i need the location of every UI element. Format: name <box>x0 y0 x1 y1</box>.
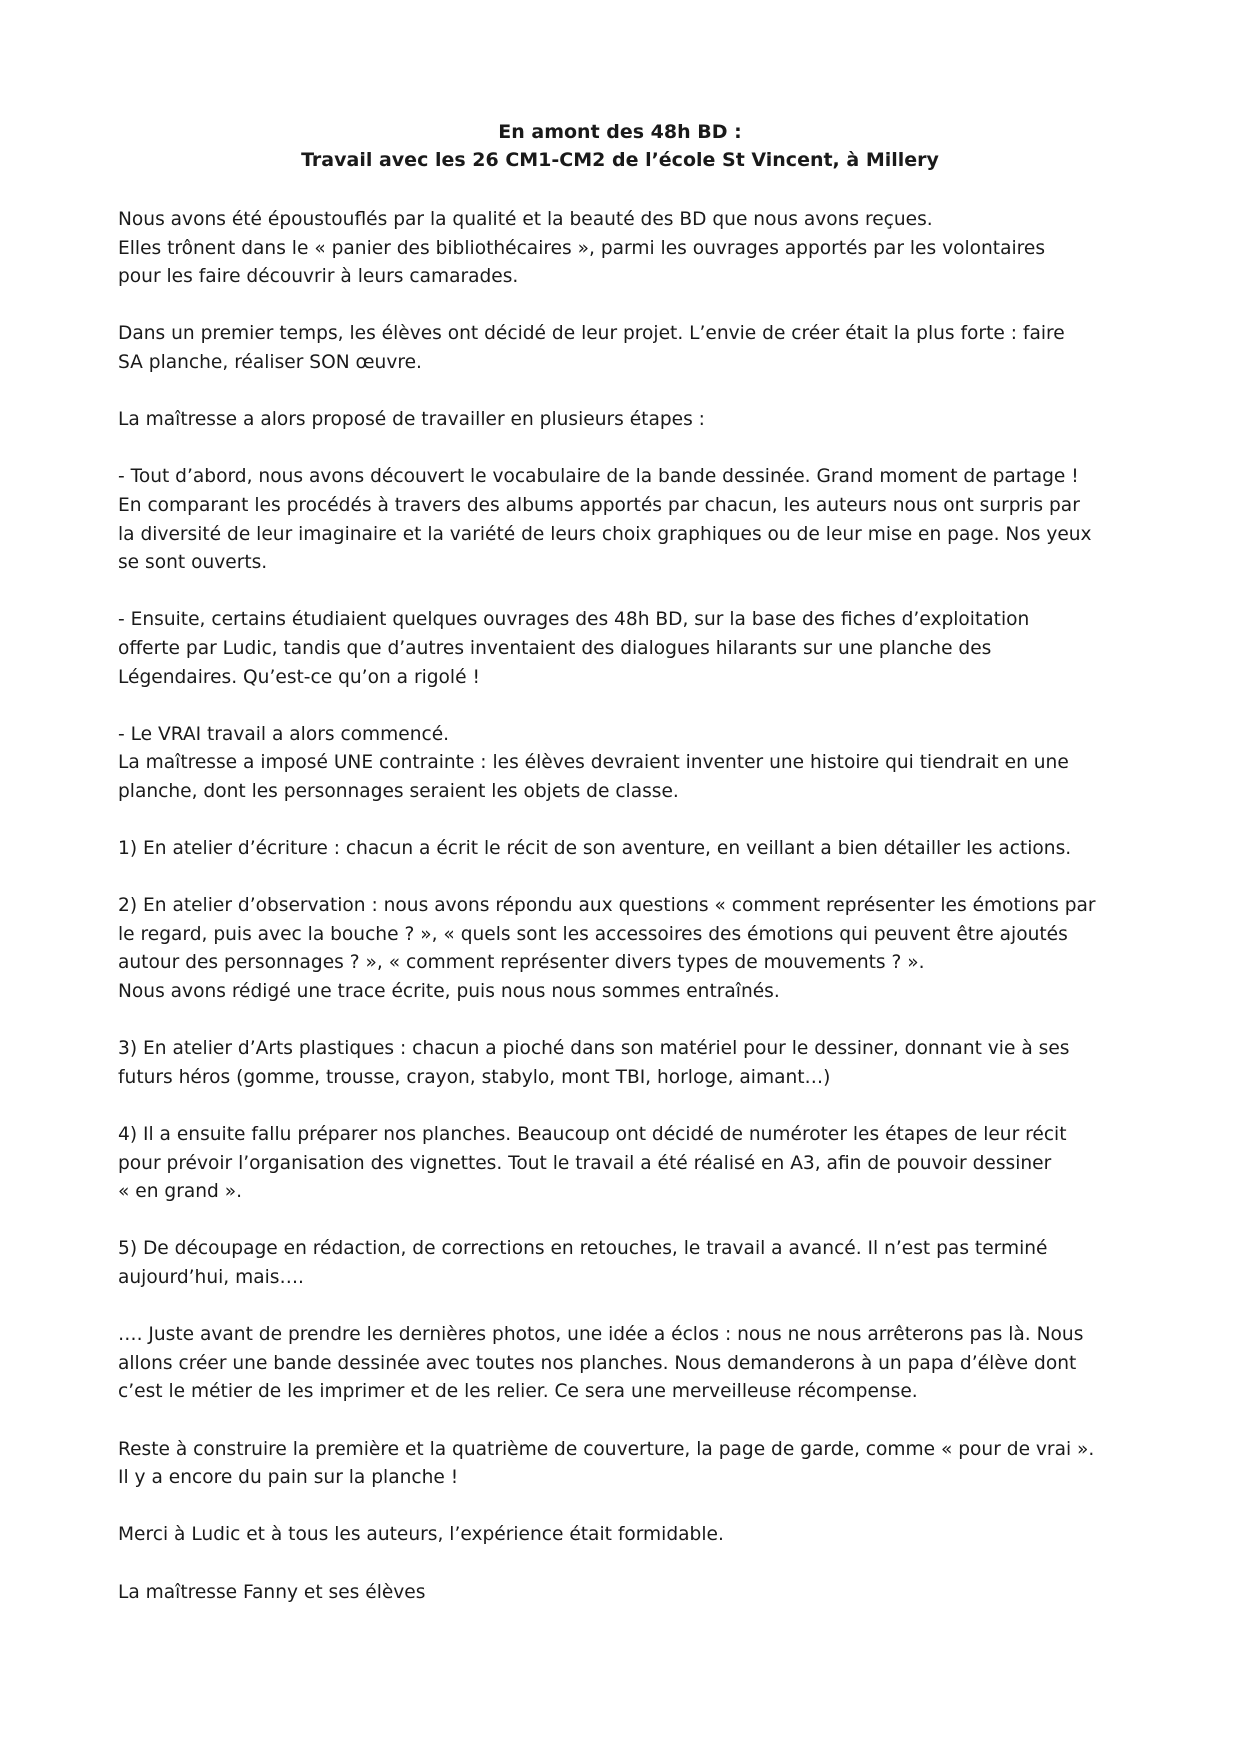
document-title <box>0 118 1240 174</box>
paragraph <box>118 892 1133 1006</box>
text-line: Nous avons été époustouflés par la qualité et la beauté des BD que nous avons reçues. <box>118 209 933 230</box>
text-line: La maîtresse a imposé UNE contrainte : les élèves devraient inventer une histoire qui tiendrait en une <box>118 752 1069 774</box>
text-line: se sont ouverts. <box>118 552 268 574</box>
text-line: offerte par Ludic, tandis que d’autres inventaient des dialogues hilarants sur une planche des <box>118 637 992 659</box>
text-line: - Tout d’abord, nous avons découvert le vocabulaire de la bande dessinée. Grand moment de partage ! <box>118 466 1079 488</box>
text-line: 4) Il a ensuite fallu préparer nos planches. Beaucoup ont décidé de numéroter les étapes de leur récit <box>118 1124 1067 1145</box>
text-line: autour des personnages ? », « comment représenter divers types de mouvements ? ». <box>118 952 925 974</box>
text-line: SA planche, réaliser SON œuvre. <box>118 351 422 373</box>
text-line: Elles trônent dans le « panier des bibliothécaires », parmi les ouvrages apportés par les volontaires <box>118 237 1046 259</box>
text-line: allons créer une bande dessinée avec toutes nos planches. Nous demanderons à un papa d’élève dont <box>118 1352 1077 1374</box>
text-line: 2) En atelier d’observation : nous avons répondu aux questions « comment représenter les émotions par <box>118 895 1096 917</box>
text-line: le regard, puis avec la bouche ? », « quels sont les accessoires des émotions qui peuvent être ajoutés <box>118 923 1068 945</box>
paragraph <box>118 1121 1133 1207</box>
text-line: Il y a encore du pain sur la planche ! <box>118 1467 459 1489</box>
title-line-1: En amont des 48h BD : <box>498 121 742 143</box>
text-line: - Le VRAI travail a alors commencé. <box>118 723 450 745</box>
text-line: planche, dont les personnages seraient les objets de classe. <box>118 780 679 802</box>
text-line: La maîtresse a alors proposé de travailler en plusieurs étapes : <box>118 409 705 431</box>
paragraph <box>118 206 1133 292</box>
text-line: 5) De découpage en rédaction, de corrections en retouches, le travail a avancé. Il n’est pas terminé <box>118 1238 1048 1260</box>
paragraph <box>118 1436 1133 1493</box>
text-line: aujourd’hui, mais…. <box>118 1266 304 1288</box>
text-line: Nous avons rédigé une trace écrite, puis nous nous sommes entraînés. <box>118 981 780 1003</box>
text-line: Dans un premier temps, les élèves ont décidé de leur projet. L’envie de créer était la plus forte : faire <box>118 323 1065 345</box>
document-body <box>118 206 1133 1607</box>
text-line: En comparant les procédés à travers des albums apportés par chacun, les auteurs nous ont surpris par <box>118 494 1080 516</box>
title-line-2: Travail avec les 26 CM1-CM2 de l’école St Vincent, à Millery <box>301 149 939 171</box>
text-line: - Ensuite, certains étudiaient quelques ouvrages des 48h BD, sur la base des fiches d’exploitation <box>118 609 1030 631</box>
text-line: c’est le métier de les imprimer et de les relier. Ce sera une merveilleuse récompense. <box>118 1381 918 1403</box>
text-line: pour les faire découvrir à leurs camarades. <box>118 266 519 288</box>
text-line: …. Juste avant de prendre les dernières photos, une idée a éclos : nous ne nous arrêterons pas là. Nous <box>118 1324 1084 1346</box>
text-line: futurs héros (gomme, trousse, crayon, stabylo, mont TBI, horloge, aimant…) <box>118 1066 831 1088</box>
paragraph <box>118 1579 1133 1608</box>
paragraph <box>118 463 1133 577</box>
text-line: « en grand ». <box>118 1181 243 1203</box>
text-line: la diversité de leur imaginaire et la variété de leurs choix graphiques ou de leur mise en page. Nos yeux <box>118 523 1092 545</box>
paragraph <box>118 406 1133 435</box>
text-line: La maîtresse Fanny et ses élèves <box>118 1581 426 1603</box>
text-line: Légendaires. Qu’est-ce qu’on a rigolé ! <box>118 666 480 688</box>
paragraph <box>118 1521 1133 1550</box>
text-line: Reste à construire la première et la quatrième de couverture, la page de garde, comme « pour de vrai ». <box>118 1438 1095 1460</box>
paragraph <box>118 320 1133 377</box>
text-line: 3) En atelier d’Arts plastiques : chacun a pioché dans son matériel pour le dessiner, donnant vie à ses <box>118 1038 1070 1060</box>
paragraph <box>118 835 1133 864</box>
paragraph <box>118 1321 1133 1407</box>
text-line: 1) En atelier d’écriture : chacun a écrit le récit de son aventure, en veillant a bien détailler les actions. <box>118 838 1072 860</box>
text-line: Merci à Ludic et à tous les auteurs, l’expérience était formidable. <box>118 1524 724 1546</box>
paragraph <box>118 1035 1133 1092</box>
text-line: pour prévoir l’organisation des vignettes. Tout le travail a été réalisé en A3, afin de pouvoir dessiner <box>118 1152 1052 1174</box>
paragraph <box>118 721 1133 807</box>
paragraph <box>118 606 1133 692</box>
paragraph <box>118 1235 1133 1292</box>
